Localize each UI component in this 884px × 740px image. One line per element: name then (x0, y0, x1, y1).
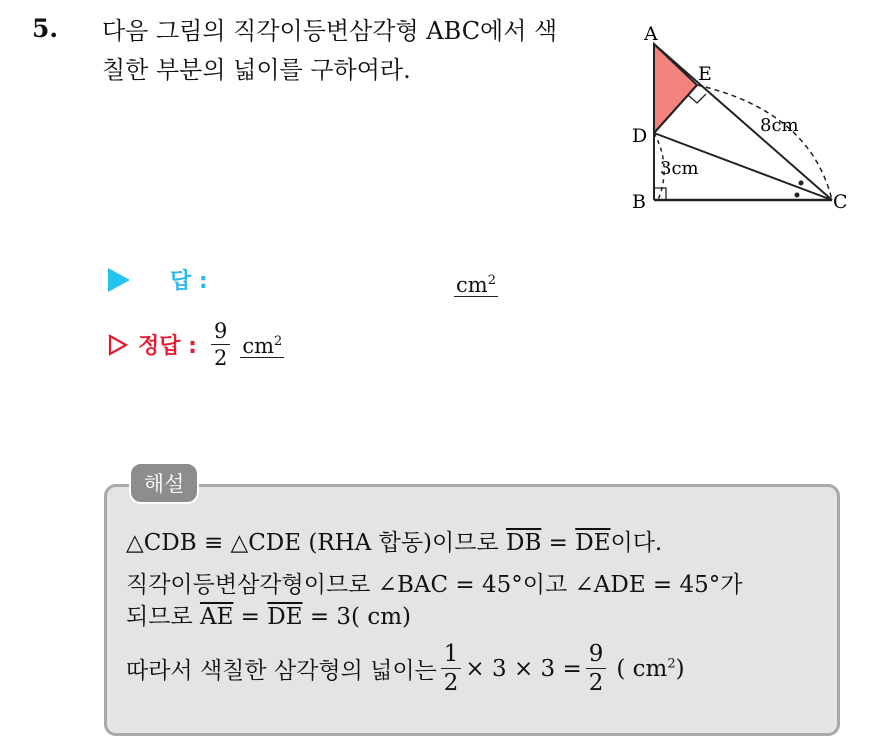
question-text (102, 12, 557, 90)
label-a: A (644, 23, 658, 45)
correct-unit: $cm^2$ (240, 331, 284, 358)
right-angle-e (688, 94, 706, 103)
correct-answer-row (108, 318, 284, 371)
answer-blank[interactable] (454, 270, 498, 297)
question-line-2: 칠한 부분의 넓이를 구하여라. (102, 56, 411, 84)
correct-denominator: 2 (213, 346, 228, 370)
answer-unit-exp: 2 (487, 273, 496, 288)
angle-dot-2 (795, 193, 800, 198)
outline-triangle-icon (108, 334, 128, 356)
play-triangle-icon (108, 268, 130, 292)
answer-unit: cm (456, 273, 488, 297)
shaded-triangle (654, 44, 697, 133)
correct-fraction (211, 318, 230, 371)
fraction-nine-halves: $\frac{9}{2}$ (586, 640, 607, 697)
correct-label: 정답 : (138, 334, 197, 359)
triangle-figure (620, 16, 860, 221)
fraction-half: $\frac{1}{2}$ (441, 640, 462, 697)
right-angle-b (654, 188, 666, 200)
label-d: D (632, 125, 648, 147)
label-3cm: 3cm (660, 158, 699, 179)
explanation-line-1: △CDB ≡ △CDE (RHA 합동)이므로 $\overline{DB} = \overline{DE}$이다. (126, 530, 663, 556)
question-line-1: 다음 그림의 직각이등변삼각형 ABC에서 색 (102, 17, 558, 45)
question-number: 5. (32, 14, 59, 43)
label-b: B (632, 191, 646, 213)
explanation-tab: 해설 (129, 462, 199, 504)
segment-de-text: $\overline{DE}$ (575, 530, 611, 556)
explanation-line-4: 따라서 색칠한 삼각형의 넓이는 $\frac{1}{2}$ × 3 × 3 = $\frac{9}{2}$ ( $cm^2$) (126, 641, 685, 696)
angle-dot-1 (799, 181, 804, 186)
explanation-line-2: 직각이등변삼각형이므로 ∠BAC = 45°이고 ∠ADE = 45°가 (126, 572, 743, 598)
answer-label: 답 : (170, 269, 208, 294)
answer-row (108, 264, 208, 295)
segment-db: $\overline{DB}$ (506, 530, 542, 556)
label-c: C (833, 191, 848, 213)
correct-numerator: 9 (211, 318, 230, 345)
label-e: E (698, 63, 712, 85)
segment-de-text-2: $\overline{DE}$ (267, 604, 303, 630)
label-8cm: 8cm (760, 115, 799, 136)
segment-ae: $\overline{AE}$ (199, 604, 234, 630)
explanation-line-3: 되므로 $\overline{AE} = \overline{DE} = 3$( cm) (126, 604, 411, 630)
